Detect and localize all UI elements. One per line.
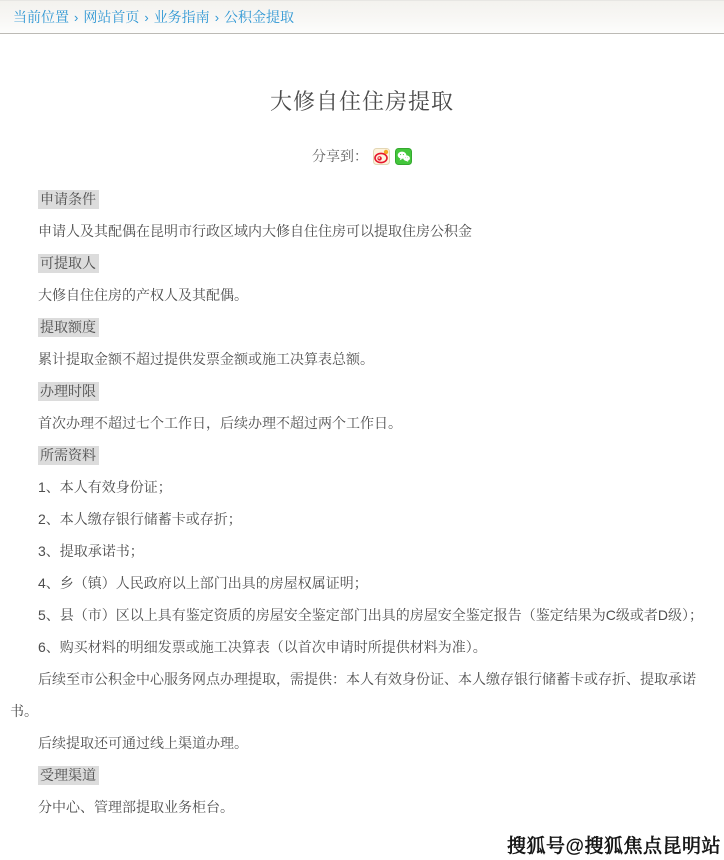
list-item: 1、本人有效身份证；: [38, 479, 172, 495]
paragraph: 申请人及其配偶在昆明市行政区域内大修自住住房可以提取住房公积金: [38, 223, 472, 239]
page-title: 大修自住住房提取: [269, 89, 454, 114]
share-label: 分享到：: [312, 148, 368, 164]
paragraph: 首次办理不超过七个工作日，后续办理不超过两个工作日。: [38, 415, 402, 431]
list-item: 5、县（市）区以上具有鉴定资质的房屋安全鉴定部门出具的房屋安全鉴定报告（鉴定结果为C级或者D级）；: [38, 607, 704, 623]
list-item: 6、购买材料的明细发票或施工决算表（以首次申请时所提供材料为准）。: [38, 639, 487, 655]
list-item: 3、提取承诺书；: [38, 543, 144, 559]
watermark: 搜狐号@搜狐焦点昆明站: [506, 836, 721, 857]
paragraph: 大修自住住房的产权人及其配偶。: [38, 287, 248, 303]
weibo-share-icon[interactable]: [373, 148, 390, 165]
section-heading: 办理时限: [10, 375, 714, 407]
paragraph: 分中心、管理部提取业务柜台。: [38, 799, 234, 815]
section-heading: 所需资料: [10, 439, 714, 471]
section-heading: 申请条件: [10, 183, 714, 215]
paragraph: 后续至市公积金中心服务网点办理提取，需提供：本人有效身份证、本人缴存银行储蓄卡或存折、提取承诺书。: [10, 671, 696, 719]
wechat-share-icon[interactable]: [395, 148, 412, 165]
breadcrumb-link-home[interactable]: 网站首页: [83, 9, 140, 25]
paragraph: 累计提取金额不超过提供发票金额或施工决算表总额。: [38, 351, 374, 367]
section-heading: 受理渠道: [10, 759, 714, 791]
article-body: [0, 183, 724, 823]
list-item: 4、乡（镇）人民政府以上部门出具的房屋权属证明；: [38, 575, 368, 591]
paragraph: 后续提取还可通过线上渠道办理。: [38, 735, 248, 751]
list-item: 2、本人缴存银行储蓄卡或存折；: [38, 511, 242, 527]
share-row: [0, 147, 724, 165]
section-heading: 可提取人: [10, 247, 714, 279]
breadcrumb-label: 当前位置: [13, 9, 69, 25]
breadcrumb-separator-icon: ›: [214, 10, 220, 25]
breadcrumb-link-guide[interactable]: 业务指南: [153, 9, 210, 25]
breadcrumb: [0, 0, 724, 34]
section-heading: 提取额度: [10, 311, 714, 343]
breadcrumb-separator-icon: ›: [144, 10, 149, 25]
breadcrumb-link-withdraw[interactable]: 公积金提取: [224, 9, 295, 25]
breadcrumb-separator-icon: ›: [74, 10, 79, 25]
